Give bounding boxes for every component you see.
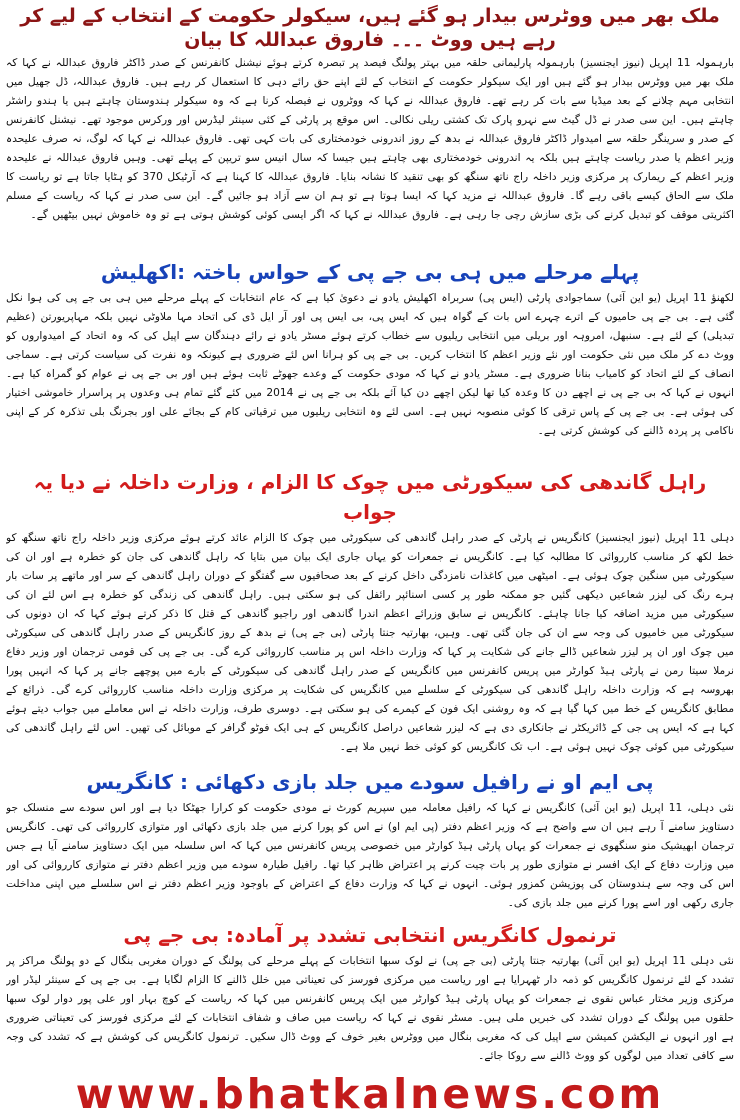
story-headline: ملک بھر میں ووٹرس بیدار ہو گئے ہیں، سیکولر حکومت کے انتخاب کے لیے کر رہے ہیں ووٹ ۔۔۔ فاروق عبداللہ کا بیان [20,5,720,51]
story-rahul-security [6,467,734,759]
story-headline: پہلے مرحلے میں ہی بی جے پی کے حواس باختہ :اکھلیش [100,260,640,284]
story-body: بارہمولہ 11 اپریل (نیوز ایجنسیز) بارہمولہ پارلیمانی حلقہ میں بہتر پولنگ فیصد پر تبصرہ کرتے ہوئے نیشنل کانفرنس کے صدر ڈاکٹر فاروق عبداللہ نے کہا کہ ملک بھر میں ووٹرس بیدار ہو گئے ہیں اور ایک سیکولر حکومت کے انتخاب کے لئے اپنے حق رائے دہی کا استعمال کر رہے ہیں۔ فاروق عبداللہ، ڈل جھیل میں انتخابی مہم چلانے کے بعد میڈیا سے بات کر رہے تھے۔ فاروق عبداللہ نے کہا کہ ووٹروں نے فیصلہ کرنا ہے کہ وہ سیکولر ہندوستان چاہتے ہیں یا ہندو راشٹر چاہتے ہیں۔ این سی صدر نے ڈل گیٹ سے نہرو پارک تک کشتی ریلی نکالی۔ اس موقع پر پارٹی کے کئی سینئر لیڈرس اور ورکرس موجود تھے۔ نیشنل کانفرنس کے صدر و سرینگر حلقہ سے امیدوار ڈاکٹر فاروق عبداللہ نے بدھ کے روز اندرونی خودمختاری کی بات کہی تھی۔ فاروق عبداللہ نے کہا کہ لوگ، نہ صرف علیحدہ وزیر اعظم یا صدر ریاست چاہتے ہیں بلکہ یہ اندرونی خودمختاری بھی چاہتے ہیں جیسا کہ سال انیس سو تریپن کے پہلے تھی۔ وہیں فاروق عبداللہ نے علیحدہ وزیر اعظم کے ریمارک پر مرکزی وزیر داخلہ راج ناتھ سنگھ کو بھی تنقید کا نشانہ بنایا۔ فاروق عبداللہ کا کہنا ہے کہ آرٹیکل 370 کو ہٹایا جاتا ہے تو ریاست کا ملک سے الحاق کیسے باقی رہے گا۔ فاروق عبداللہ نے مزید کہا کہ ایسا ہوتا ہے تو ہم ان سے آزاد ہو جائیں گے۔ این سی صدر نے کہا کہ ریاست کے مسلم اکثریتی موقف کو تبدیل کرنے کی بڑی سازش رچی جا رہی ہے۔ فاروق عبداللہ نے کہا کہ اگر ایسی کوئی کوشش ہوتی ہے تو وہ خاموش نہیں بیٹھیں گے۔ [6,57,734,221]
story-body: لکھنؤ 11 اپریل (یو این آئی) سماجوادی پارٹی (ایس پی) سربراہ اکھلیش یادو نے دعویٰ کیا ہے کہ عام انتخابات کے پہلے مرحلے میں ہی بی جے پی کی ہوا نکل گئی ہے۔ بی جے پی حامیوں کے اترے چہرے اس بات کے گواہ ہیں کہ ایس پی، بی ایس پی اور آر ایل ڈی کی اتحاد مہا ملاوٹی نہیں بلکہ مہاپریورتن (عظیم تبدیلی) کے لئے ہے۔ سنبھل، امروہہ اور بریلی میں انتخابی ریلیوں سے خطاب کرتے ہوئے مسٹر یادو نے رائے دہندگان سے اپیل کی کہ وہ اتحاد کے امیدواروں کو ووٹ دے کر ملک میں نئی حکومت اور نئے وزیر اعظم کا انتخاب کریں۔ بی جے پی کو ہرانا اس لئے ضروری ہے کیونکہ وہ نفرت کی سیاست کرتی ہے۔ سماجی انصاف کے لئے اتحاد کو کامیاب بنانا ضروری ہے۔ مسٹر یادو نے کہا کہ مودی حکومت کے وعدے جھوٹے ثابت ہوئے ہیں اور بی جے پی نے عوام کو گمراہ کیا ہے۔ انہوں نے کہا کہ بی جے پی نے اچھے دن کا وعدہ کیا تھا لیکن اچھے دن کیا آئے بلکہ بی جے پی نے 2014 میں کئے گئے تمام ہی وعدوں پر پراسرار خاموشی اختیار کی ہوئی ہے۔ بی جے پی کے پاس ترقی کا کوئی منصوبہ نہیں ہے۔ اسی لئے وہ انتخابی ریلیوں میں ترقیاتی کام کے بجائے علی اور بجرنگ بلی تذکرہ کر کے اپنی ناکامی پر پردہ ڈالنے کی کوشش کرتی ہے۔ [6,292,734,437]
story-headline: پی ایم او نے رافیل سودے میں جلد بازی دکھائی : کانگریس [86,770,654,794]
story-body: نئی دہلی 11 اپریل (یو این آئی) بھارتیہ جنتا پارٹی (بی جے پی) نے لوک سبھا انتخابات کے پہلے مرحلے کی پولنگ کے دوران مغربی بنگال کے دو پولنگ مراکز پر تشدد کے لئے ترنمول کانگریس کو ذمہ دار ٹھہرایا ہے اور ریاست میں مرکزی فورسز کی تعیناتی میں خلل ڈالنے کا الزام لگایا ہے۔ بی جے پی کے سینئر لیڈر اور مرکزی وزیر مختار عباس نقوی نے جمعرات کو یہاں پارٹی ہیڈ کوارٹر میں ایک پریس کانفرنس میں کہا کہ ریاست کے کوچ بہار اور علی پور دوار لوک سبھا حلقوں میں پولنگ کے دوران تشدد کی خبریں ملی ہیں۔ مسٹر نقوی نے کہا کہ ریاست میں صاف و شفاف انتخابات کے لئے مرکزی فورسز کی تعیناتی ضروری ہے اور انہوں نے الیکشن کمیشن سے اپیل کی کہ مغربی بنگال میں ووٹرس بغیر خوف کے ووٹ ڈال سکیں۔ ترنمول کانگریس کی کوشش ہے کہ تشدد کی وجہ سے کافی تعداد میں لوگوں کو ووٹ ڈالنے سے روکا جائے۔ [6,955,734,1062]
story-akhilesh [6,257,734,459]
story-body: نئی دہلی، 11 اپریل (یو این آئی) کانگریس نے کہا کہ رافیل معاملہ میں سپریم کورٹ نے مودی حکومت کو کرارا جھٹکا دیا ہے اور اس سودے سے منسلک جو دستاویز سامنے آ رہے ہیں ان سے واضح ہے کہ وزیر اعظم دفتر (پی ایم او) نے اس کو پورا کرنے میں جلد بازی دکھائی اور متوازی کارروائی کی تھی۔ کانگریس ترجمان ابھیشیک منو سنگھوی نے جمعرات کو یہاں پارٹی ہیڈ کوارٹر میں خصوصی پریس کانفرنس میں کہا کہ اس سلسلہ میں ایک دستاویز سامنے آیا ہے جس میں وزارت دفاع کے ایک افسر نے متوازی طور پر بات چیت کرنے پر اعتراض ظاہر کیا تھا۔ رافیل طیارہ سودے میں وزیر اعظم دفتر نے متوازی کارروائی کی اور اس کی وجہ سے ہندوستان کی پوزیشن کمزور ہوئی۔ انہوں نے کہا کہ وزارت دفاع کے اعتراض کے باوجود وزیر اعظم دفتر نے اس سلسلے میں اپنی مداخلت جاری رکھی اور اسے پورا کرنے میں جلد بازی کی۔ [6,802,734,909]
story-trinamool [6,920,734,1067]
story-rafale [6,767,734,914]
story-farooq-abdullah [6,4,734,247]
story-headline: راہل گاندھی کی سیکورٹی میں چوک کا الزام ، وزارت داخلہ نے دیا یہ جواب [33,470,707,524]
website-footer: www.bhatkalnews.com [75,1070,665,1118]
story-body: دہلی 11 اپریل (نیوز ایجنسیز) کانگریس نے پارٹی کے صدر راہل گاندھی کی سیکورٹی میں چوک کا الزام عائد کرتے ہوئے مرکزی وزیر داخلہ راج ناتھ سنگھ کو خط لکھ کر مناسب کارروائی کا مطالبہ کیا ہے۔ کانگریس نے جمعرات کو یہاں جاری ایک بیان میں بتایا کہ راہل گاندھی کی جان کو خطرہ ہے اور ان کی سیکورٹی میں سنگین چوک ہوئی ہے۔ امیٹھی میں کاغذات نامزدگی داخل کرنے کے بعد صحافیوں سے گفتگو کے دوران راہل گاندھی کے سر اور ماتھے پر سات بار ہرے رنگ کی لیزر شعاعیں دیکھی گئیں جو ممکنہ طور پر کسی اسنائپر رائفل کی ہو سکتی ہیں۔ راہل گاندھی کی زندگی کو خطرہ ہے اس لئے ان کی سیکورٹی میں مزید اضافہ کیا جانا چاہئے۔ کانگریس نے سابق وزرائے اعظم اندرا گاندھی اور راجیو گاندھی کے قتل کا ذکر کرتے ہوئے کہا کہ ان دونوں کی سیکورٹی میں خامیوں کی وجہ سے ان کی جان گئی تھی۔ وہیں، بھارتیہ جنتا پارٹی (بی جے پی) نے بدھ کے روز کانگریس کے صدر راہل گاندھی کی سیکورٹی میں چوک اور ان پر لیزر شعاعیں ڈالے جانے کی شکایت پر کہا کہ وزارت داخلہ اس پر مناسب کارروائی کرے گی۔ بی جے پی کی قومی ترجمان اور وزیر دفاع نرملا سیتا رمن نے پارٹی ہیڈ کوارٹر میں پریس کانفرنس میں کانگریس کے صدر راہل گاندھی کی سیکورٹی کے بارے میں پوچھے جانے پر کہا کہ انہیں پورا بھروسہ ہے کہ وزارت داخلہ راہل گاندھی کی سیکورٹی کے سلسلے میں کانگریس کی شکایت پر مرکزی وزارت داخلہ مناسب کارروائی کرے گی۔ ذرائع کے مطابق کانگریس کے خط میں کہا گیا ہے کہ وہ روشنی ایک فون کے کیمرے کی ہو سکتی ہے۔ دوسری طرف، وزارت داخلہ نے اس معاملے میں جواب دیتے ہوئے کہا ہے کہ ایس پی جی کے ڈائریکٹر نے جانکاری دی ہے کہ لیزر شعاعیں دراصل کانگریس کے ہی ایک فوٹو گرافر کے موبائل کی تھیں۔ اس لئے راہل گاندھی کی سیکورٹی میں کوئی چوک نہیں ہوئی ہے۔ اب تک کانگریس کو کوئی خط نہیں ملا ہے۔ [6,532,734,753]
story-headline: ترنمول کانگریس انتخابی تشدد پر آمادہ: بی جے پی [123,923,617,947]
